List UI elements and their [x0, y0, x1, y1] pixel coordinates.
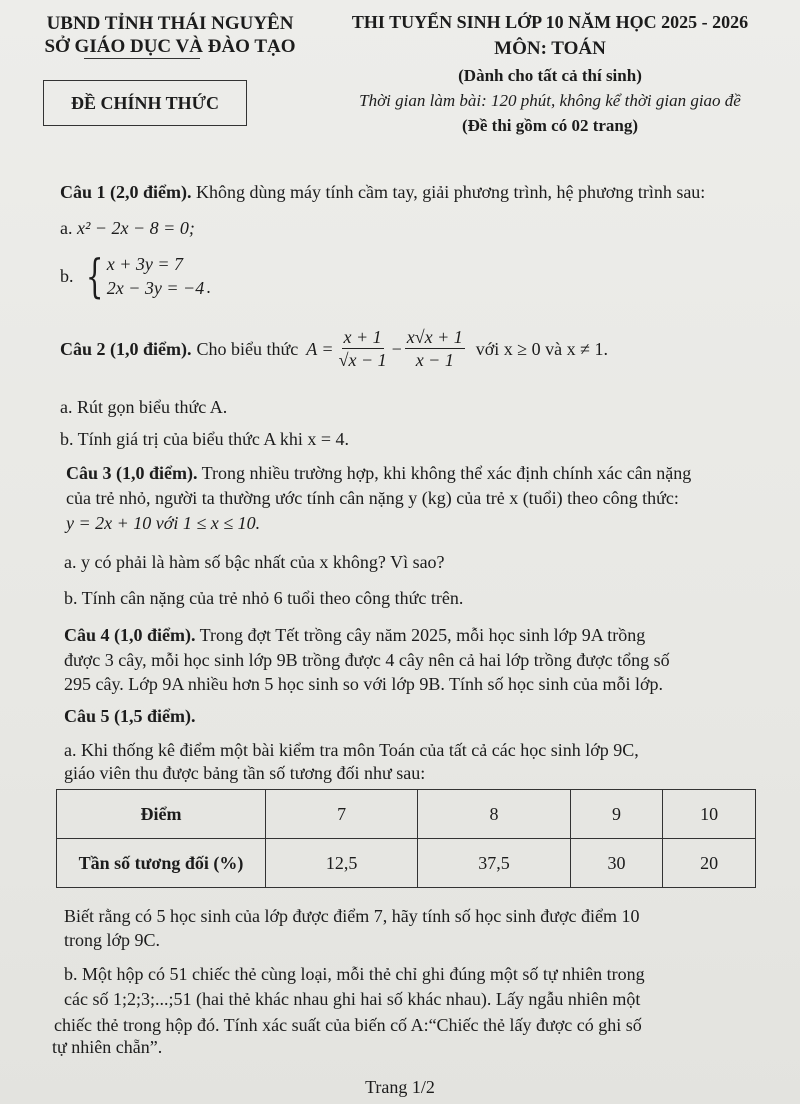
question-3-text-1: Trong nhiều trường hợp, khi không thể xác định chính xác cân nặng: [197, 463, 692, 483]
time-limit: Thời gian làm bài: 120 phút, không kể thời gian giao đề: [359, 91, 741, 110]
question-2: [60, 326, 608, 371]
question-3-formula: y = 2x + 10 với 1 ≤ x ≤ 10.: [66, 513, 261, 533]
fraction-2-denominator: x − 1: [415, 350, 454, 370]
page-number: Trang 1/2: [365, 1077, 435, 1097]
equation-system: { x + 3y = 7 2x − 3y = −4 .: [85, 249, 211, 303]
table-header-relative-frequency: Tần số tương đối (%): [57, 839, 266, 888]
question-4-text-2: được 3 cây, mỗi học sinh lớp 9B trồng được 4 cây nên cả hai lớp trồng được tổng số: [64, 650, 670, 670]
fraction-2-numerator: x√x + 1: [406, 327, 463, 347]
question-5-title: Câu 5 (1,5 điểm).: [64, 706, 196, 726]
question-1a-equation: x² − 2x − 8 = 0;: [77, 218, 195, 238]
official-label: ĐỀ CHÍNH THỨC: [70, 92, 220, 113]
question-5a-line-2: giáo viên thu được bảng tần số tương đối như sau:: [64, 763, 426, 783]
table-row: [57, 839, 756, 888]
question-3a: a. y có phải là hàm số bậc nhất của x không? Vì sao?: [64, 552, 445, 572]
question-5b-line-2: các số 1;2;3;...;51 (hai thẻ khác nhau ghi hai số khác nhau). Lấy ngẫu nhiên một: [64, 989, 641, 1009]
question-2-condition: với x ≥ 0 và x ≠ 1.: [475, 338, 609, 359]
subject: MÔN: TOÁN: [494, 38, 606, 59]
brace-icon: {: [85, 249, 103, 303]
table-cell: 8: [418, 790, 570, 839]
table-cell: 12,5: [266, 839, 418, 888]
department-name: SỞ GIÁO DỤC VÀ ĐÀO TẠO: [44, 36, 296, 57]
question-5b-line-3: chiếc thẻ trong hộp đó. Tính xác suất của biến cố A:“Chiếc thẻ lấy được có ghi số: [54, 1015, 642, 1035]
question-2b: b. Tính giá trị của biểu thức A khi x = 4.: [60, 429, 350, 449]
question-5b-line-4: tự nhiên chẵn”.: [52, 1037, 163, 1057]
fraction-1-numerator: x + 1: [343, 327, 382, 347]
question-5b-line-1: b. Một hộp có 51 chiếc thẻ cùng loại, mỗi thẻ chỉ ghi đúng một số tự nhiên trong: [64, 964, 645, 984]
question-3-text-2: của trẻ nhỏ, người ta thường ước tính cân nặng y (kg) của trẻ x (tuổi) theo công thức:: [66, 488, 679, 508]
audience: (Dành cho tất cả thí sinh): [458, 66, 642, 85]
question-1a-label: a.: [60, 218, 73, 238]
question-5a-line-1: a. Khi thống kê điểm một bài kiểm tra môn Toán của tất cả các học sinh lớp 9C,: [64, 740, 639, 760]
header-underline: [84, 58, 200, 59]
table-cell: 20: [663, 839, 756, 888]
question-3b: b. Tính cân nặng của trẻ nhỏ 6 tuổi theo công thức trên.: [64, 588, 464, 608]
page-count: (Đề thi gồm có 02 trang): [461, 116, 639, 135]
question-1b: [60, 249, 211, 303]
table-cell: 9: [570, 790, 663, 839]
system-equation-1: x + 3y = 7: [106, 254, 184, 274]
question-5a-line-4: trong lớp 9C.: [64, 930, 161, 950]
fraction-1-denominator: √x − 1: [338, 350, 387, 370]
question-1-text: Không dùng máy tính cầm tay, giải phương trình, hệ phương trình sau:: [191, 182, 706, 202]
official-label-box: [43, 80, 247, 126]
system-equation-2: 2x − 3y = −4: [106, 278, 205, 298]
question-3-title: Câu 3 (1,0 điểm).: [66, 463, 198, 483]
question-4-text-3: 295 cây. Lớp 9A nhiều hơn 5 học sinh so với lớp 9B. Tính số học sinh của mỗi lớp.: [64, 674, 664, 694]
table-cell: 10: [663, 790, 756, 839]
question-4-text-1: Trong đợt Tết trồng cây năm 2025, mỗi học sinh lớp 9A trồng: [195, 625, 646, 645]
question-1: [60, 179, 780, 205]
minus-sign: −: [391, 338, 402, 359]
question-1a: [60, 215, 195, 241]
question-4: [64, 622, 764, 648]
question-5a-line-3: Biết rằng có 5 học sinh của lớp được điểm 7, hãy tính số học sinh được điểm 10: [64, 906, 640, 926]
table-row: [57, 790, 756, 839]
table-cell: 7: [266, 790, 418, 839]
table-cell: 37,5: [418, 839, 570, 888]
fraction-2: [405, 326, 465, 371]
question-2-text: Cho biểu thức: [196, 338, 299, 359]
expression-lhs: A =: [306, 338, 334, 359]
exam-title: THI TUYỂN SINH LỚP 10 NĂM HỌC 2025 - 2026: [351, 12, 749, 32]
frequency-table: [56, 789, 756, 888]
table-cell: 30: [570, 839, 663, 888]
fraction-1: [337, 326, 389, 371]
table-header-score: Điểm: [57, 790, 266, 839]
province-name: UBND TỈNH THÁI NGUYÊN: [46, 13, 294, 34]
question-2a: a. Rút gọn biểu thức A.: [60, 397, 228, 417]
question-4-title: Câu 4 (1,0 điểm).: [64, 625, 196, 645]
question-3: [66, 460, 766, 486]
question-1b-label: b.: [60, 266, 74, 286]
question-2-title: Câu 2 (1,0 điểm).: [60, 338, 192, 359]
question-1-title: Câu 1 (2,0 điểm).: [60, 182, 192, 202]
